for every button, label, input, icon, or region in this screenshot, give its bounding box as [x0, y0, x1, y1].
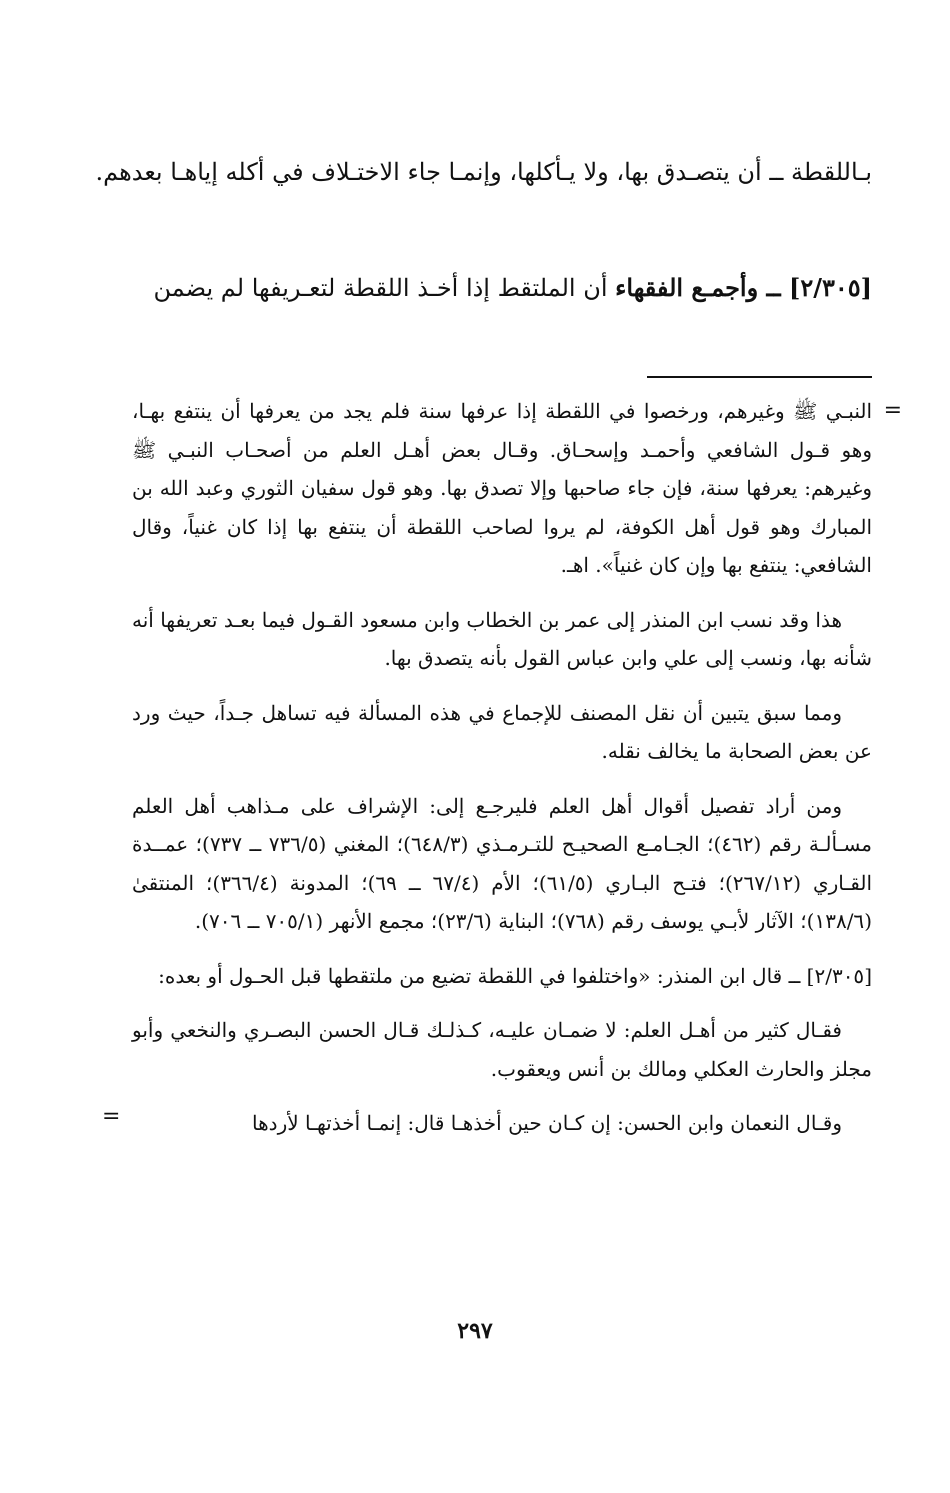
footnote-paragraph-3: ومما سبق يتبين أن نقل المصنف للإجماع في هذه المسألة فيه تساهل جـداً، حيث ورد عن بعض الصحابة ما يخالف نقله.	[132, 700, 872, 763]
footnote-paragraph-4: ومن أراد تفصيل أقوال أهل العلم فليرجـع إلى: الإشراف على مـذاهب أهل العلم مسـألـة رقم (٤٦٢)؛ الجـامـع الصحيـح للتـرمـذي (٦٤٨/٣)؛ المغني (٧٣٦/٥ ــ ٧٣٧)؛ عمــدة القـاري (٢٦٧/١٢)؛ فتـح البـاري (٦١/٥)؛ الأم (٦٧/٤ ــ ٦٩)؛ المدونة (٣٦٦/٤)؛ المنتقىٰ (١٣٨/٦)؛ الآثار لأبـي يوسف رقم (٧٦٨)؛ البناية (٢٣/٦)؛ مجمع الأنهر (٧٠٥/١ ــ ٧٠٦).	[132, 793, 873, 933]
footnote-paragraph-1-text: النبـي ﷺ وغيرهم، ورخصوا في اللقطة إذا عرفها سنة فلم يجد من يعرفها أن ينتفع بهـا، وهو قـول الشافعي وأحمـد وإسحـاق. وقـال بعض أهـل العلم من أصحـاب النبـي ﷺ وغيرهم: يعرفها سنة، فإن جاء صاحبها وإلا تصدق بها. وهو قول سفيان الثوري وعبد الله بن المبارك وهو قول أهل الكوفة، لم يروا لصاحب اللقطة أن ينتفع بها إذا كان غنياً، وقال الشافعي: ينتفع بها وإن كان غنياً». اهـ.	[132, 399, 872, 577]
footnote-paragraph-7	[102, 1104, 872, 1143]
main-paragraph-2	[82, 264, 872, 312]
footnotes	[102, 392, 902, 1159]
page-number: ٢٩٧	[457, 1318, 493, 1344]
main-paragraph-1: بـاللقطة ــ أن يتصـدق بها، ولا يـأكلها، وإنمـا جاء الاختـلاف في أكله إياهـا بعدهم.	[95, 158, 872, 186]
footnote-separator	[647, 376, 872, 378]
footnote-paragraph-7-text: وقـال النعمان وابن الحسن: إن كـان حين أخذهـا قال: إنمـا أخذتهـا لأردها	[252, 1111, 842, 1135]
footnote-paragraph-2: هذا وقد نسب ابن المنذر إلى عمر بن الخطاب وابن مسعود القـول فيما بعـد تعريفها أنه شأنه بها، ونسب إلى علي وابن عباس القول بأنه يتصدق بها.	[132, 607, 872, 670]
main-paragraph-2-text: أن الملتقط إذا أخـذ اللقطة لتعـريفها لم يضمن	[153, 274, 616, 302]
footnote-paragraph-6: فقـال كثير من أهـل العلم: لا ضمـان عليـه، كـذلـك قـال الحسن البصـري والنخعي وأبو مجلز والحارث العكلي ومالك بن أنس ويعقوب.	[132, 1018, 872, 1081]
footnote-paragraph-5: [٢/٣٠٥] ــ قال ابن المنذر: «واختلفوا في اللقطة تضيع من ملتقطها قبل الحـول أو بعده:	[158, 963, 872, 988]
section-number-lead: [٢/٣٠٥] ــ وأجمـع الفقهاء	[615, 273, 872, 302]
end-continuation-mark: =	[102, 1104, 121, 1129]
footnote-paragraph-1	[132, 392, 902, 585]
continuation-mark: =	[883, 398, 902, 423]
